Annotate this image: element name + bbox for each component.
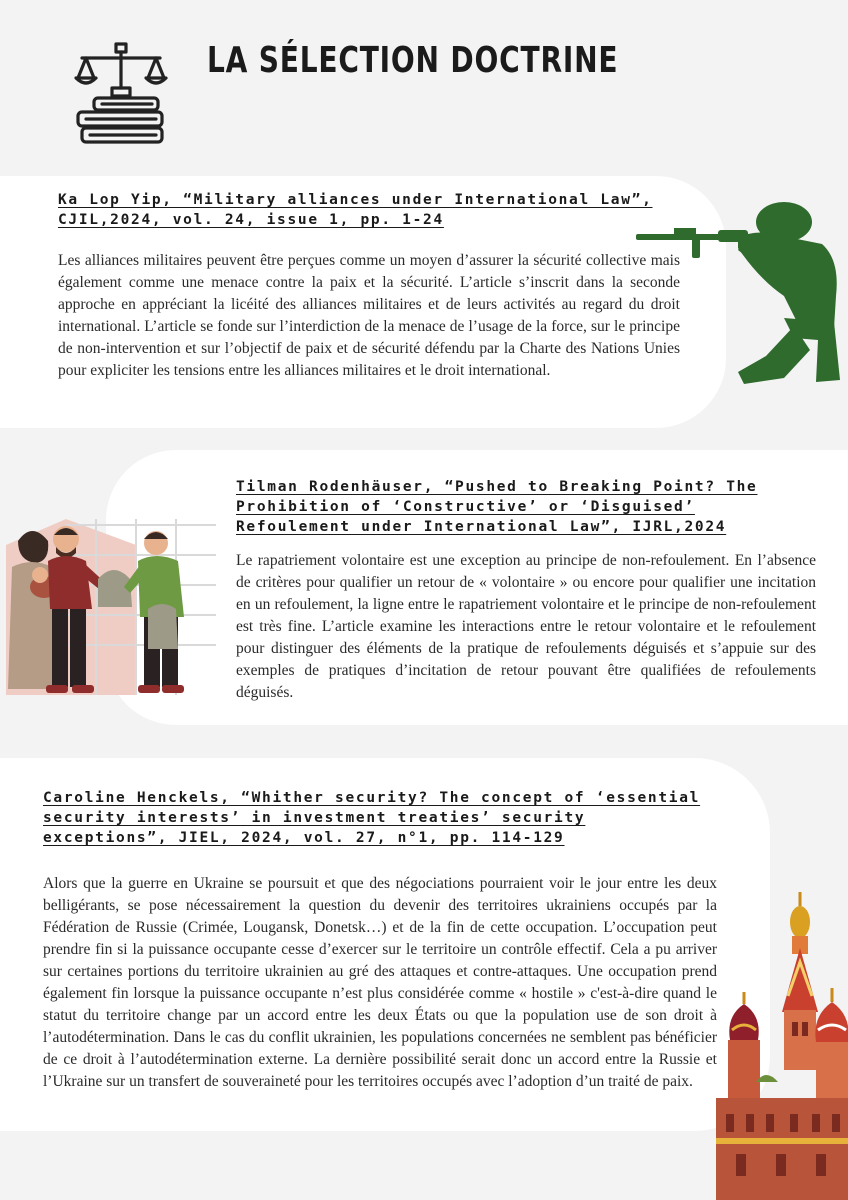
page-title: LA SÉLECTION DOCTRINE — [207, 40, 619, 81]
article-reference[interactable]: Tilman Rodenhäuser, “Pushed to Breaking Point? The Prohibition of ‘Constructive’ or ‘Disguised’ Refoulement under International Law”, IJRL,2024 — [236, 479, 758, 535]
refugee-family-illustration — [6, 505, 226, 700]
soldier-illustration — [634, 200, 844, 385]
article-abstract: Les alliances militaires peuvent être perçues comme un moyen d’assurer la sécurité collective mais également comme une menace contre la paix et la sécurité. L’article s’inscrit dans la seconde approche en appréciant la licéité des alliances militaires et de leurs activités au regard du droit international. L’article se fonde sur l’interdiction de la menace de l’usage de la force, sur le principe de non-intervention et sur l’objectif de paix et de sécurité défendu par la Charte des Nations Unies pour expliciter les tensions entre les alliances militaires et le droit international. — [58, 252, 680, 379]
article-abstract: Alors que la guerre en Ukraine se poursuit et que des négociations pourraient voir le jour entre les deux belligérants, se pose nécessairement la question du devenir des territoires ukrainiens occupés par la Fédération de Russie (Crimée, Lougansk, Donetsk…) et de la fin de cette occupation. L’occupation peut prendre fin si la puissance occupante cesse d’exercer sur le territoire un contrôle effectif. Cela a pu arriver sur certaines portions du territoire ukrainien au gré des attaques et contre-attaques. Une occupation prend également fin lorsque la puissance occupante n’est plus considérée comme « hostile » c'est-à-dire quand le statut du territoire change par un accord entre les deux États ou que la population use de son droit à l’autodétermination. Dans le cas du conflit ukrainien, les populations concernées ne semblent pas bénéficier de ce droit à l’autodétermination externe. La dernière possibilité serait donc un accord entre la Russie et l’Ukraine sur un transfert de souveraineté pour les territoires occupés avec l’adoption d’un traité de paix. — [43, 875, 717, 1090]
article-card-3 — [0, 758, 770, 1131]
article-reference[interactable]: Caroline Henckels, “Whither security? The concept of ‘essential security interests’ in investment treaties’ security exceptions”, JIEL, 2024, vol. 27, n°1, pp. 114-129 — [43, 790, 701, 846]
st-basil-cathedral-illustration — [716, 892, 848, 1200]
article-card-1 — [0, 176, 726, 428]
article-abstract: Le rapatriement volontaire est une exception au principe de non-refoulement. En l’absence de critères pour qualifier un retour de « volontaire » ou encore pour qualifier une incitation en un refoulement, la ligne entre le rapatriement volontaire et le principe de non-refoulement est très fine. L’article examine les interactions entre le retour volontaire et le refoulement pour distinguer des éléments de la pratique de refoulements déguisés et s’appuie sur des exemples de pratiques d’incitation de retour pouvant être qualifiées de refoulements déguisés. — [236, 552, 816, 701]
article-reference[interactable]: Ka Lop Yip, “Military alliances under International Law”, CJIL,2024, vol. 24, issue 1, pp. 1-24 — [58, 192, 653, 228]
scales-of-justice-icon — [72, 40, 172, 145]
